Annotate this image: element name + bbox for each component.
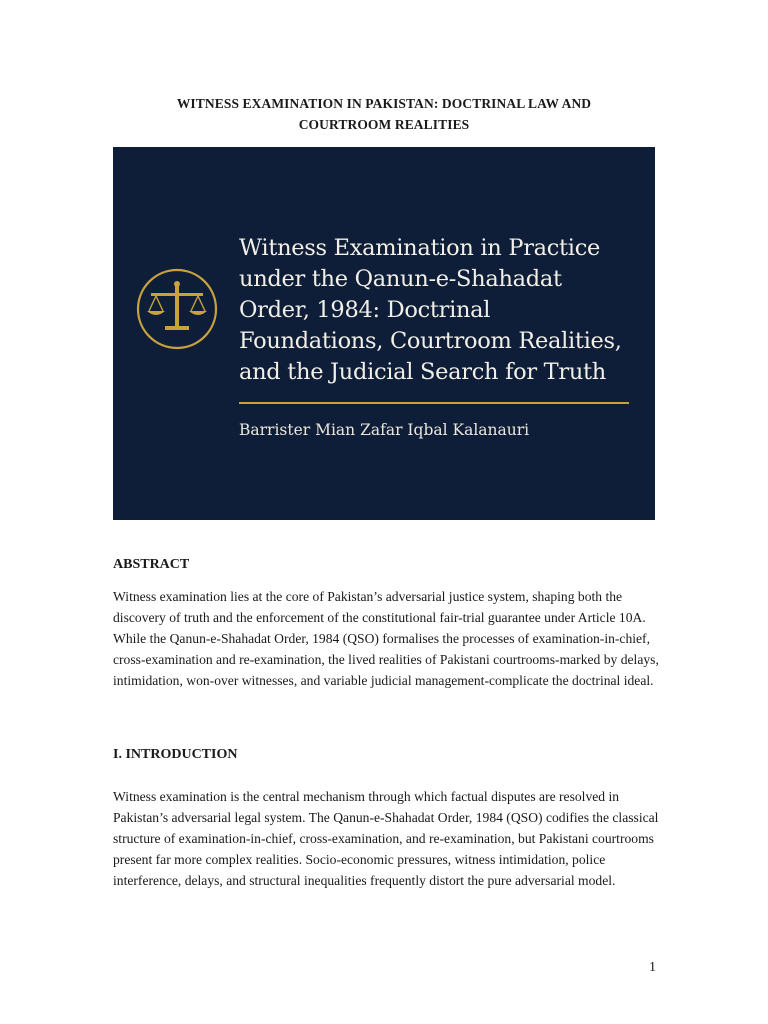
introduction-paragraph: Witness examination is the central mechanism through which factual disputes are resolved in Pakistan’s adversarial legal system. The Qanun-e-Shahadat Order, 1984 (QSO) codifies the classical structure of examination-in-chief, cross-examination, and re-examination, but Pakistani courtrooms present far more complex realities. Socio-economic pressures, witness intimidation, police interference, delays, and structural inequalities frequently distort the pure adversarial model. [113,789,659,888]
scales-of-justice-icon [135,267,219,351]
banner-author: Barrister Mian Zafar Iqbal Kalanauri [239,421,530,439]
document-title-line-2: COURTROOM REALITIES [298,117,470,132]
cover-banner [113,147,655,520]
document-title [100,93,668,135]
page-number: 1 [649,960,656,975]
introduction-heading: I. INTRODUCTION [113,747,238,762]
abstract-heading: ABSTRACT [113,557,190,572]
abstract-paragraph: Witness examination lies at the core of Pakistan’s adversarial justice system, shaping both the discovery of truth and the enforcement of the constitutional fair-trial guarantee under Article 10A. While the Qanun-e-Shahadat Order, 1984 (QSO) formalises the processes of examination-in-chief, cross-examination and re-examination, the lived realities of Pakistani courtrooms-marked by delays, intimidation, won-over witnesses, and variable judicial management-complicate the doctrinal ideal. [113,589,659,688]
document-title-line-1: WITNESS EXAMINATION IN PAKISTAN: DOCTRINAL LAW AND [176,96,592,111]
banner-title: Witness Examination in Practice under the Qanun-e-Shahadat Order, 1984: Doctrinal Foundations, Courtroom Realities, and the Judicial Search for Truth [239,235,622,385]
banner-divider [239,402,629,404]
